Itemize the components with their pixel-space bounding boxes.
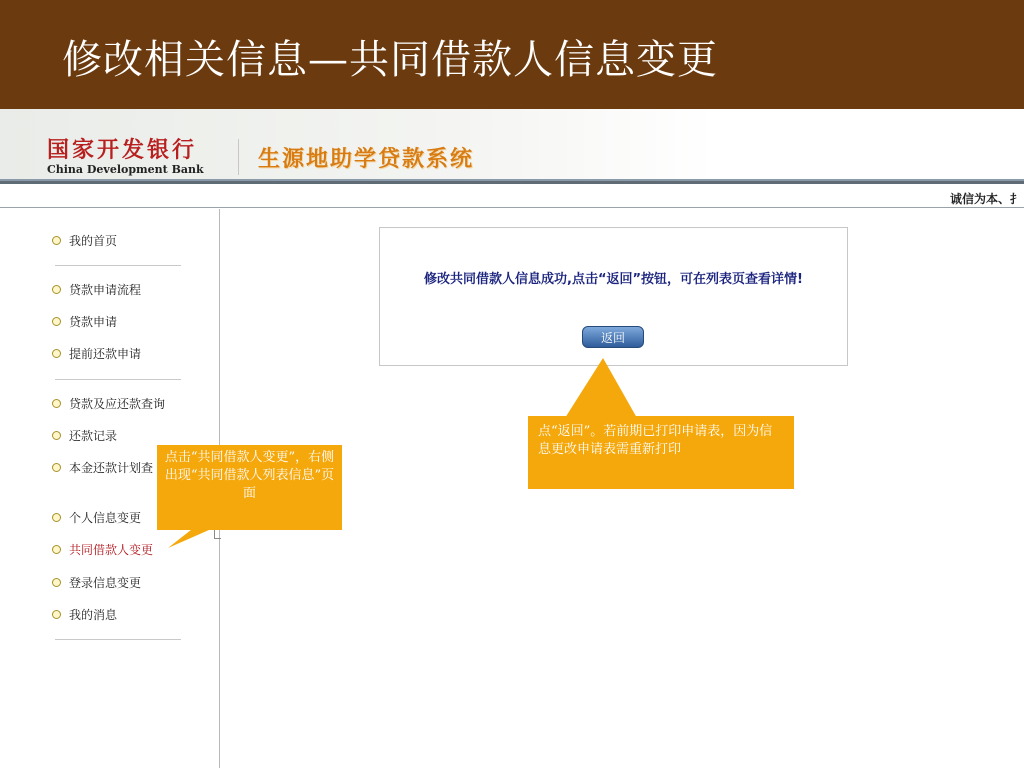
- bullet-icon: [52, 285, 61, 294]
- sidebar-item-label: 共同借款人变更: [69, 543, 154, 557]
- callout-pointer-right: [565, 358, 637, 418]
- bullet-icon: [52, 545, 61, 554]
- sidebar-item-label: 本金还款计划查: [69, 461, 154, 475]
- cursor-mark: [214, 530, 221, 539]
- sidebar-item-label: 还款记录: [69, 429, 118, 443]
- sidebar-item-personal-info[interactable]: [52, 509, 141, 527]
- sidebar-item-label: 我的首页: [69, 234, 118, 248]
- bullet-icon: [52, 463, 61, 472]
- sidebar-item-early-repayment[interactable]: [52, 345, 141, 363]
- bullet-icon: [52, 578, 61, 587]
- callout-co-borrower-hint: 点击“共同借款人变更”，右侧出现“共同借款人列表信息”页面: [157, 445, 342, 530]
- slogan: 诚信为本、扌: [950, 192, 1023, 206]
- slide-title-bar: [0, 0, 1024, 109]
- sidebar-item-label: 我的消息: [69, 608, 118, 622]
- bullet-icon: [52, 317, 61, 326]
- sidebar-separator: [55, 379, 181, 380]
- sidebar-item-repayment-records[interactable]: [52, 427, 117, 445]
- slide-title: 修改相关信息—共同借款人信息变更: [62, 37, 718, 83]
- sidebar-item-repayment-plan[interactable]: [52, 459, 153, 477]
- sidebar-separator: [55, 265, 181, 266]
- bank-name-cn: 国家开发银行: [47, 138, 198, 163]
- sidebar-item-label: 登录信息变更: [69, 576, 142, 590]
- bullet-icon: [52, 431, 61, 440]
- sidebar-item-loan-process[interactable]: [52, 281, 141, 299]
- bank-name-en: China Development Bank: [47, 163, 204, 176]
- sidebar-item-login-info[interactable]: [52, 574, 141, 592]
- header-rule-dark: [0, 181, 1024, 184]
- sidebar-item-label: 贷款申请流程: [69, 283, 142, 297]
- bank-logo: [47, 139, 204, 177]
- header-banner: [0, 109, 1024, 184]
- sidebar-item-home[interactable]: [52, 232, 117, 250]
- sidebar-item-loan-query[interactable]: [52, 395, 165, 413]
- return-button[interactable]: 返回: [582, 326, 644, 348]
- sidebar-item-messages[interactable]: [52, 606, 117, 624]
- sidebar-separator: [55, 639, 181, 640]
- sidebar-item-label: 个人信息变更: [69, 511, 142, 525]
- bullet-icon: [52, 399, 61, 408]
- logo-divider: [238, 139, 239, 175]
- bullet-icon: [52, 349, 61, 358]
- sidebar-item-co-borrower[interactable]: [52, 541, 153, 559]
- success-message: 修改共同借款人信息成功,点击“返回”按钮，可在列表页查看详情!: [424, 272, 803, 287]
- header-bottom-rule: [0, 207, 1024, 208]
- sidebar-item-label: 贷款及应还款查询: [69, 397, 166, 411]
- bullet-icon: [52, 236, 61, 245]
- system-name: 生源地助学贷款系统: [258, 147, 475, 172]
- sidebar-item-label: 贷款申请: [69, 315, 118, 329]
- sidebar-item-label: 提前还款申请: [69, 347, 142, 361]
- app-screenshot: [0, 109, 1024, 768]
- callout-return-hint: 点“返回”。若前期已打印申请表，因为信息更改申请表需重新打印: [528, 416, 794, 489]
- bullet-icon: [52, 610, 61, 619]
- bullet-icon: [52, 513, 61, 522]
- sidebar-item-loan-apply[interactable]: [52, 313, 117, 331]
- success-message-box: [379, 227, 848, 366]
